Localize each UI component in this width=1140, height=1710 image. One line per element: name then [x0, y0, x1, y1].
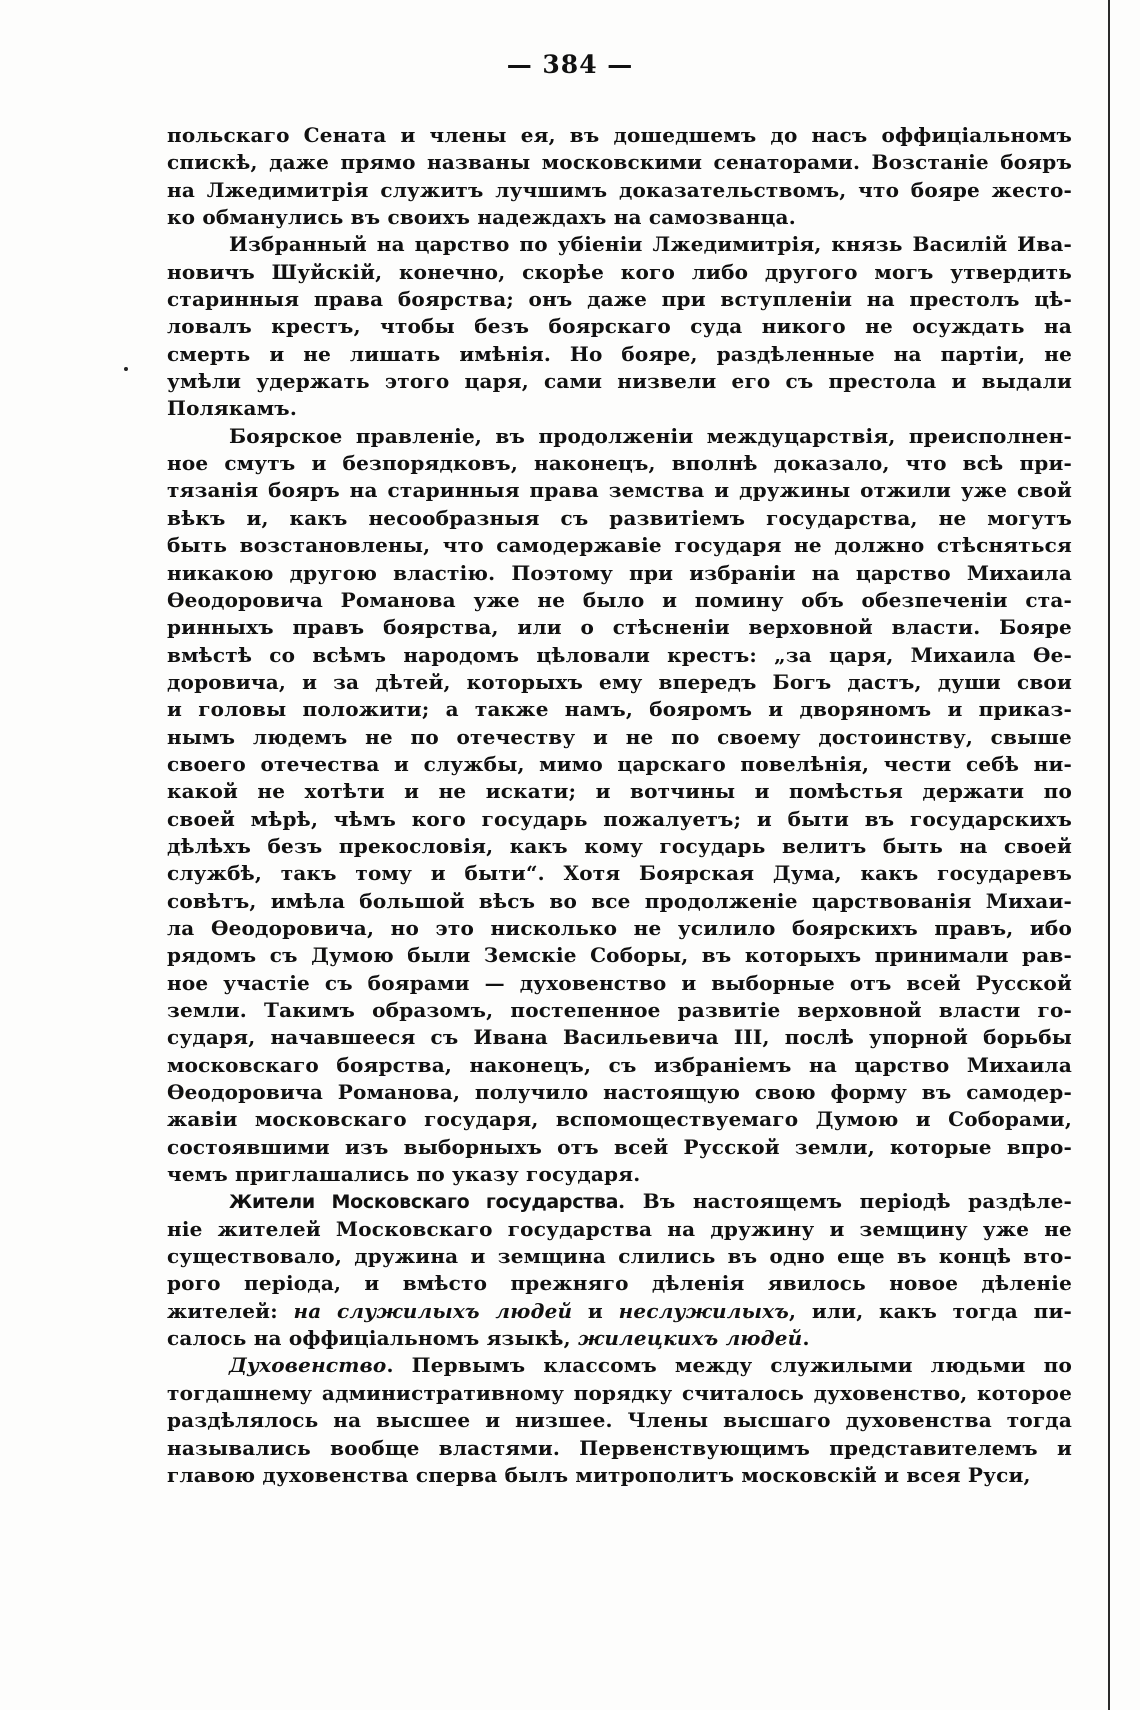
- text-run: назывались вообще властями. Первенствующимъ представителемъ и: [167, 1435, 1072, 1460]
- text-line: [167, 1243, 1072, 1270]
- text-line: [167, 1161, 1072, 1188]
- text-run: . Въ настоящемъ періодѣ раздѣле-: [618, 1189, 1072, 1214]
- body-text: [167, 122, 1072, 1489]
- page-edge-rule: [1108, 0, 1110, 1710]
- text-run: московскаго боярства, наконецъ, съ избраніемъ на царство Михаила: [167, 1052, 1072, 1077]
- text-run: вмѣстѣ со всѣмъ народомъ цѣловали крестъ: „за царя, Михаила Ѳе-: [167, 642, 1072, 667]
- text-line: [167, 259, 1072, 286]
- text-line: [167, 1079, 1072, 1106]
- text-run: ловалъ крестъ, чтобы безъ боярскаго суда никого не осуждать на: [167, 314, 1072, 339]
- paragraph: [167, 1352, 1072, 1489]
- text-run: смерть и не лишать имѣнія. Но бояре, раздѣленные на партіи, не: [167, 341, 1072, 366]
- text-line: [167, 477, 1072, 504]
- text-line: [167, 368, 1072, 395]
- paragraph: [167, 122, 1072, 231]
- text-line: [167, 751, 1072, 778]
- text-run: старинныя права боярства; онъ даже при вступленіи на престолъ цѣ-: [167, 287, 1072, 312]
- text-line: [167, 1380, 1072, 1407]
- text-line: [167, 450, 1072, 477]
- text-line: [167, 1188, 1072, 1215]
- text-line: [167, 423, 1072, 450]
- text-line: [167, 1024, 1072, 1051]
- text-run: ное участіе съ боярами — духовенство и выборные отъ всей Русской: [167, 970, 1072, 995]
- text-run: своего отечества и службы, мимо царскаго повелѣнія, чести себѣ ни-: [167, 751, 1072, 776]
- text-run: тогдашнему административному порядку считалось духовенство, которое: [167, 1380, 1072, 1405]
- text-run: дѣлѣхъ безъ прекословія, какъ кому государь велитъ быть на своей: [167, 833, 1072, 858]
- text-run: и: [572, 1298, 619, 1323]
- page-number: — 384 —: [506, 50, 634, 79]
- margin-mark: [124, 367, 128, 371]
- text-line: [167, 860, 1072, 887]
- text-run: доровича, и за дѣтей, которыхъ ему впередъ Богъ дастъ, души свои: [167, 669, 1072, 694]
- text-run: вѣкъ и, какъ несообразныя съ развитіемъ государства, не могутъ: [167, 505, 1072, 530]
- text-line: [167, 1270, 1072, 1297]
- text-run: и головы положити; а также намъ, бояромъ и дворяномъ и приказ-: [167, 697, 1072, 722]
- text-line: [167, 1407, 1072, 1434]
- text-line: [167, 231, 1072, 258]
- text-line: [167, 341, 1072, 368]
- paragraph: [167, 231, 1072, 422]
- text-line: [167, 806, 1072, 833]
- text-run: новичъ Шуйскій, конечно, скорѣе кого либо другого могъ утвердить: [167, 259, 1072, 284]
- text-line: [167, 1352, 1072, 1379]
- text-run: своей мѣрѣ, чѣмъ кого государь пожалуетъ; и быти въ государскихъ: [167, 806, 1072, 831]
- text-line: [167, 1325, 1072, 1352]
- text-line: [167, 149, 1072, 176]
- text-run: земли. Такимъ образомъ, постепенное развитіе верховной власти го-: [167, 998, 1072, 1022]
- text-run: ніе жителей Московскаго государства на дружину и земщину уже не: [167, 1216, 1072, 1241]
- text-run: ринныхъ правъ боярства, или о стѣсненіи верховной власти. Бояре: [167, 615, 1072, 640]
- text-line: [167, 122, 1072, 149]
- text-line: [167, 970, 1072, 997]
- text-line: [167, 696, 1072, 723]
- text-line: [167, 997, 1072, 1024]
- text-run: совѣтъ, имѣла большой вѣсъ во все продолженіе царствованія Михаи-: [167, 888, 1072, 913]
- text-run: умѣли удержать этого царя, сами низвели его съ престола и выдали: [167, 369, 1072, 394]
- text-line: [167, 614, 1072, 641]
- text-run: Полякамъ.: [167, 396, 297, 421]
- text-line: [167, 587, 1072, 614]
- text-line: [167, 888, 1072, 915]
- text-line: [167, 313, 1072, 340]
- text-run: , или, какъ тогда пи-: [789, 1298, 1072, 1323]
- italic-term: неслужилыхъ: [618, 1298, 790, 1323]
- text-line: [167, 1052, 1072, 1079]
- text-run: Ѳеодоровича Романова, получило настоящую свою форму въ самодер-: [167, 1080, 1072, 1105]
- text-line: [167, 395, 1072, 422]
- paragraph: [167, 1188, 1072, 1352]
- text-run: жителей:: [167, 1298, 294, 1323]
- text-run: нымъ людемъ не по отечеству и не по своему достоинству, свыше: [167, 724, 1072, 749]
- text-run: рядомъ съ Думою были Земскіе Соборы, въ которыхъ принимали рав-: [167, 943, 1072, 968]
- paragraph: [167, 423, 1072, 1189]
- text-line: [167, 1216, 1072, 1243]
- text-line: [167, 177, 1072, 204]
- text-run: тязанія бояръ на старинныя права земства и дружины отжили уже свой: [167, 478, 1072, 503]
- text-run: Ѳеодоровича Романова уже не было и помину объ обезпеченіи ста-: [167, 587, 1072, 612]
- text-line: [167, 1106, 1072, 1133]
- text-run: какой не хотѣти и не искати; и вотчины и помѣстья держати по: [167, 779, 1072, 804]
- text-run: салось на оффиціальномъ языкѣ,: [167, 1326, 578, 1351]
- text-run: раздѣлялось на высшее и низшее. Члены высшаго духовенства тогда: [167, 1408, 1072, 1433]
- text-line: [167, 942, 1072, 969]
- text-run: быть возстановлены, что самодержавіе государя не должно стѣсняться: [167, 533, 1072, 558]
- text-run: Боярское правленіе, въ продолженіи междуцарствія, преисполнен-: [229, 423, 1072, 448]
- text-run: спискѣ, даже прямо названы московскими сенаторами. Возстаніе бояръ: [167, 150, 1072, 175]
- text-line: [167, 532, 1072, 559]
- text-line: [167, 204, 1072, 231]
- text-line: [167, 669, 1072, 696]
- text-line: [167, 1134, 1072, 1161]
- text-line: [167, 1298, 1072, 1325]
- text-run: ное смутъ и безпорядковъ, наконецъ, вполнѣ доказало, что всѣ при-: [167, 451, 1072, 476]
- text-line: [167, 833, 1072, 860]
- text-run: .: [802, 1326, 810, 1351]
- text-run: состоявшими изъ выборныхъ отъ всей Русской земли, которые впро-: [167, 1134, 1072, 1159]
- text-run: на Лжедимитрія служитъ лучшимъ доказательствомъ, что бояре жесто-: [167, 177, 1072, 202]
- text-line: [167, 1435, 1072, 1462]
- text-run: . Первымъ классомъ между служилыми людьми по: [386, 1353, 1072, 1378]
- text-run: сударя, начавшееся съ Ивана Васильевича III, послѣ упорной борьбы: [167, 1025, 1072, 1050]
- text-run: жавіи московскаго государя, вспомоществуемаго Думою и Соборами,: [167, 1107, 1072, 1132]
- text-line: [167, 642, 1072, 669]
- text-line: [167, 286, 1072, 313]
- italic-term: жилецкихъ людей: [578, 1326, 803, 1351]
- text-run: Избранный на царство по убіеніи Лжедимитрія, князь Василій Ива-: [229, 232, 1072, 257]
- text-run: главою духовенства сперва былъ митрополитъ московскій и всея Руси,: [167, 1462, 1031, 1487]
- text-line: [167, 505, 1072, 532]
- text-run: ко обманулись въ своихъ надеждахъ на самозванца.: [167, 205, 796, 230]
- italic-term: Духовенство: [229, 1353, 387, 1378]
- text-line: [167, 1462, 1072, 1489]
- text-line: [167, 778, 1072, 805]
- text-run: существовало, дружина и земщина слились въ одно еще въ концѣ вто-: [167, 1244, 1072, 1269]
- text-run: службѣ, такъ тому и быти“. Хотя Боярская Дума, какъ государевъ: [167, 861, 1072, 886]
- text-line: [167, 724, 1072, 751]
- section-heading: Жители Московскаго государства: [229, 1191, 619, 1214]
- text-run: никакою другою властію. Поэтому при избраніи на царство Михаила: [167, 560, 1072, 585]
- text-run: ла Ѳеодоровича, но это нисколько не усилило боярскихъ правъ, ибо: [167, 915, 1072, 940]
- text-line: [167, 560, 1072, 587]
- text-run: чемъ приглашались по указу государя.: [167, 1162, 641, 1187]
- italic-term: на служилыхъ людей: [293, 1298, 573, 1323]
- text-run: рого періода, и вмѣсто прежняго дѣленія явилось новое дѣленіе: [167, 1271, 1072, 1296]
- text-run: польскаго Сената и члены ея, въ дошедшемъ до насъ оффиціальномъ: [167, 123, 1072, 147]
- text-line: [167, 915, 1072, 942]
